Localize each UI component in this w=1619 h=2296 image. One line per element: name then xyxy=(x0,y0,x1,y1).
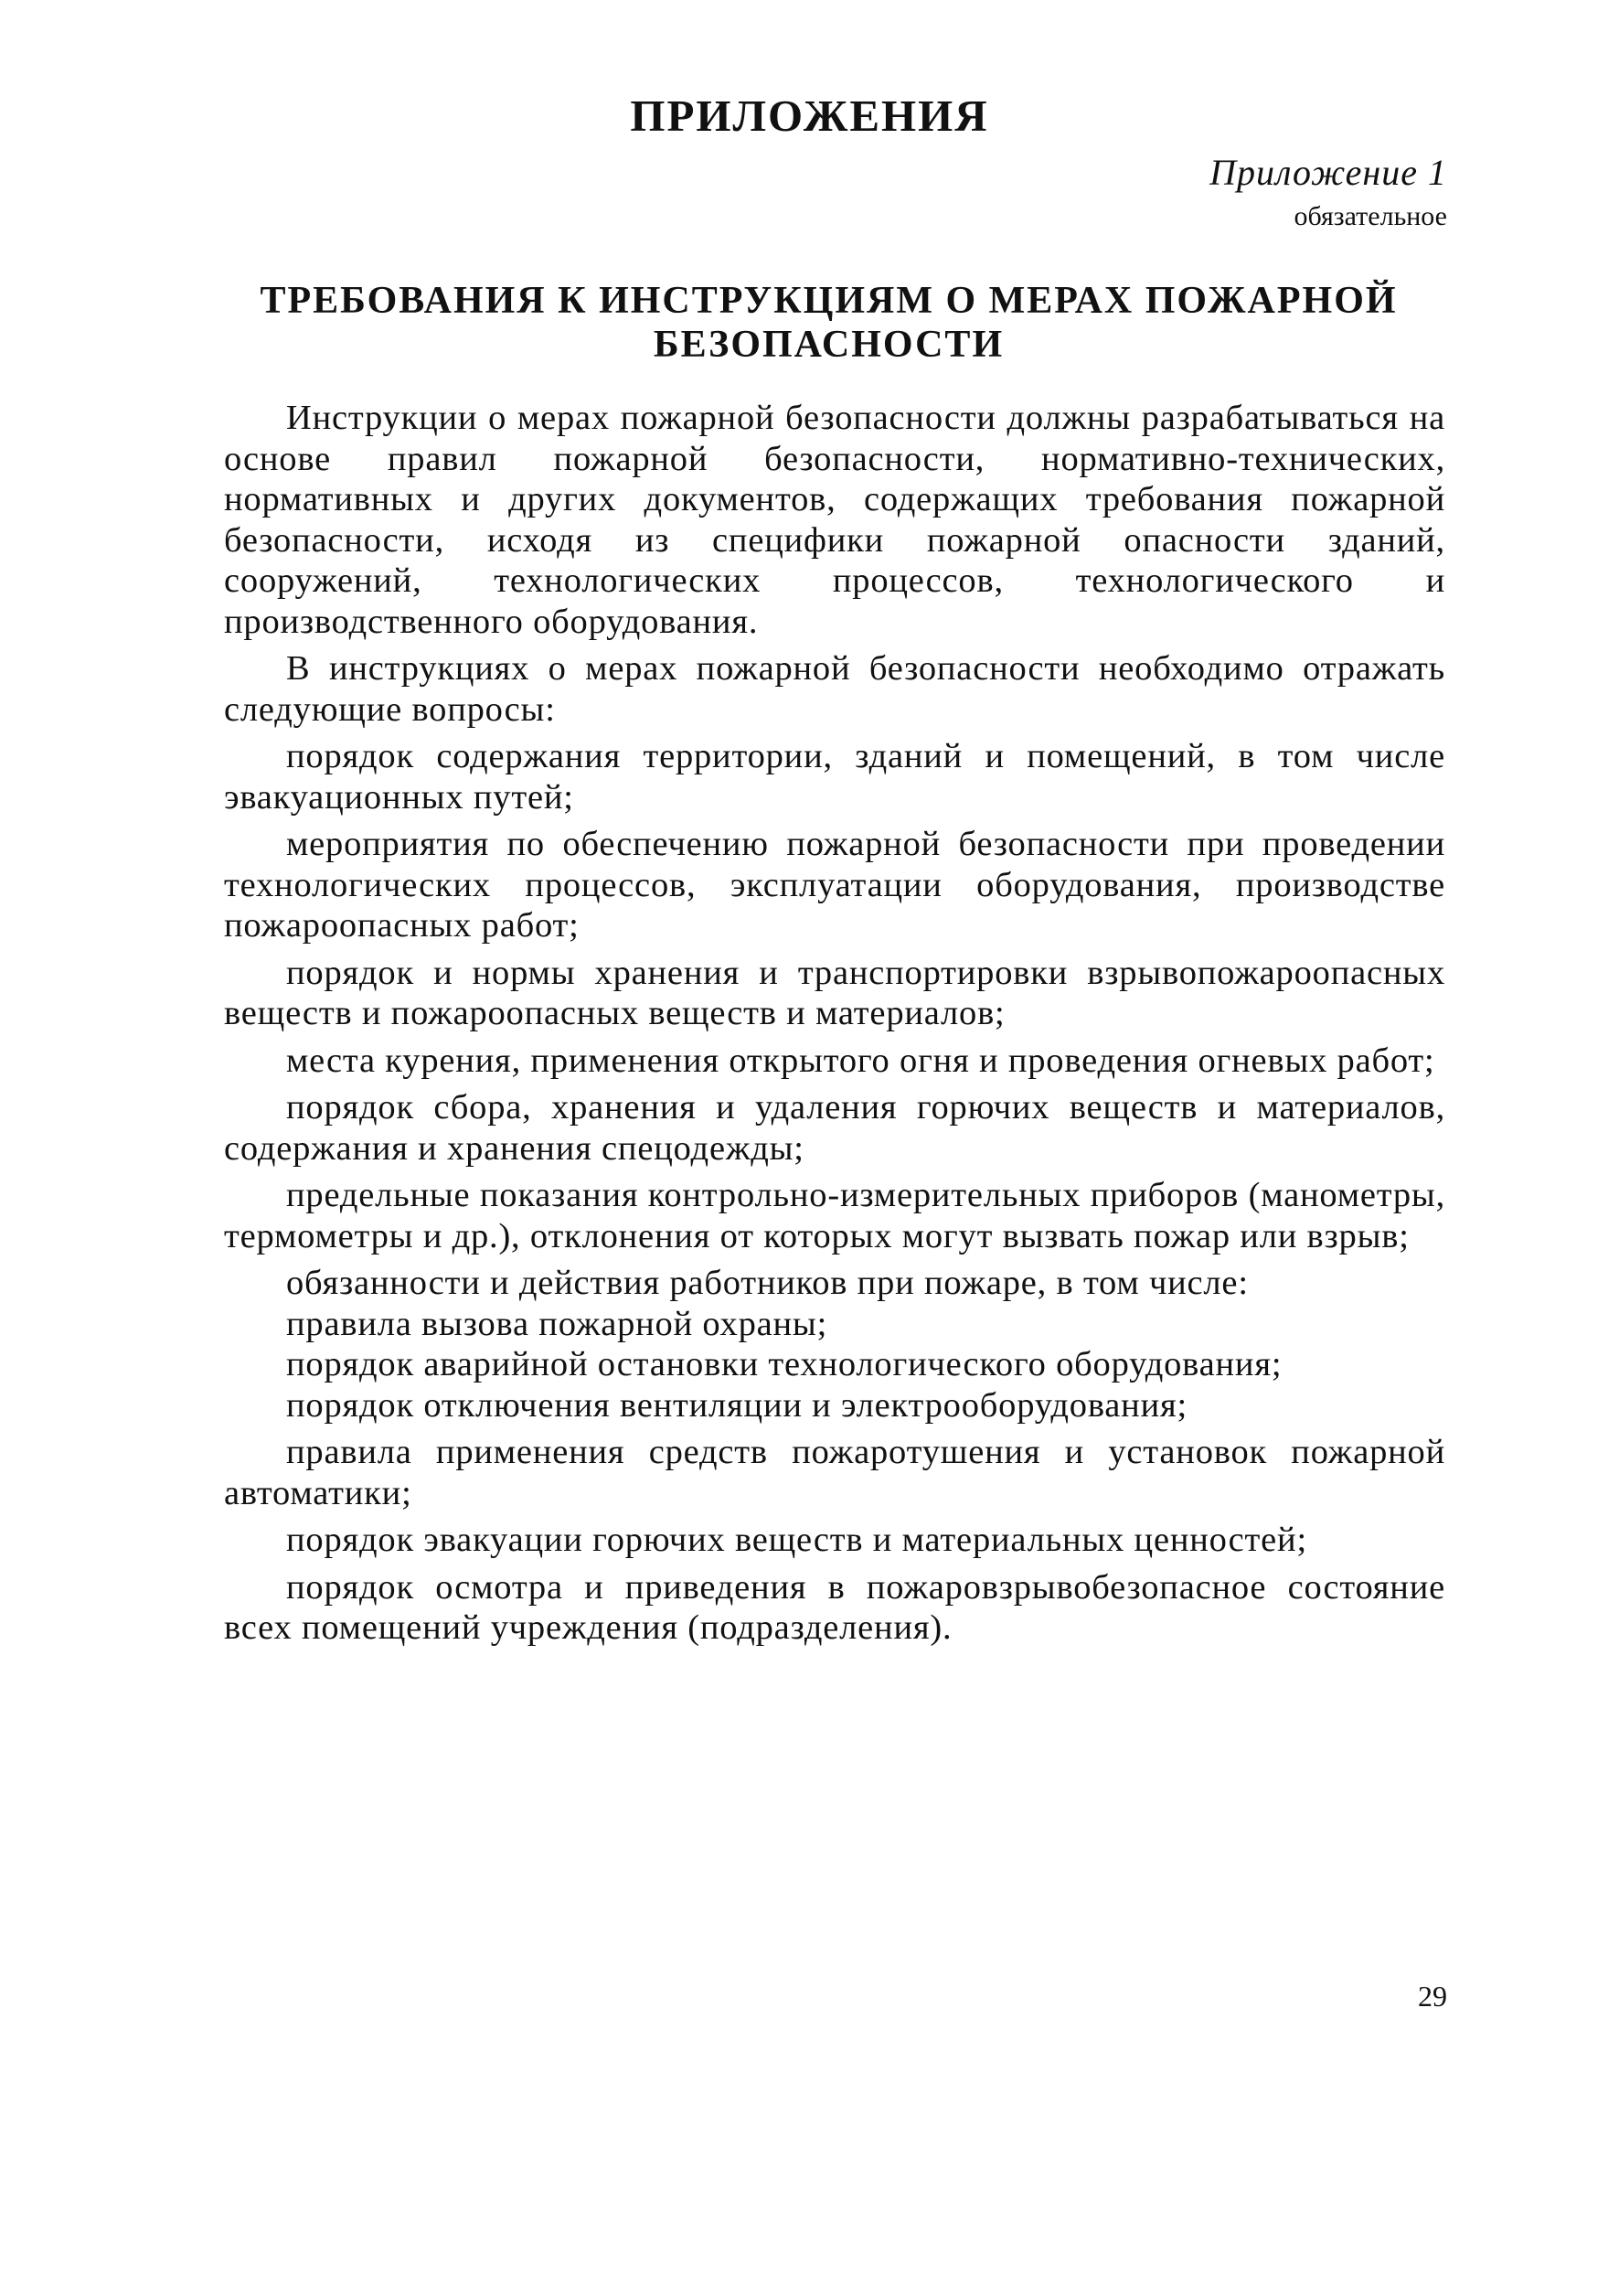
list-item: порядок сбора, хранения и удаления горючих веществ и материалов, содержания и хранения спецодежды; xyxy=(224,1088,1445,1168)
document-title xyxy=(210,279,1447,367)
body-text xyxy=(224,398,1445,1649)
document-title-line-2: БЕЗОПАСНОСТИ xyxy=(653,324,1005,366)
appendix-status: обязательное xyxy=(1294,201,1447,231)
appendix-label: Приложение 1 xyxy=(1209,152,1447,193)
list-item: места курения, применения открытого огня и проведения огневых работ; xyxy=(286,1041,1435,1080)
document-title-line-1: ТРЕБОВАНИЯ К ИНСТРУКЦИЯМ О МЕРАХ ПОЖАРНОЙ xyxy=(260,280,1398,322)
page-number: 29 xyxy=(1418,1980,1447,2013)
list-item: порядок осмотра и приведения в пожаровзрывобезопасное состояние всех помещений учреждения (подразделения). xyxy=(224,1567,1445,1647)
paragraph-requirements: В инструкциях о мерах пожарной безопасности необходимо отражать следующие вопросы: xyxy=(224,649,1445,729)
list-item: правила вызова пожарной охраны; xyxy=(286,1304,828,1343)
list-item: порядок отключения вентиляции и электрооборудования; xyxy=(286,1385,1188,1425)
list-item: порядок аварийной остановки технологического оборудования; xyxy=(286,1345,1283,1383)
list-item: порядок содержания территории, зданий и помещений, в том числе эвакуационных путей; xyxy=(224,737,1445,817)
list-item: обязанности и действия работников при пожаре, в том числе: xyxy=(286,1264,1249,1302)
list-item: порядок эвакуации горючих веществ и материальных ценностей; xyxy=(286,1521,1307,1559)
page-heading: ПРИЛОЖЕНИЯ xyxy=(630,91,989,141)
list-item: правила применения средств пожаротушения и установок пожарной автоматики; xyxy=(224,1433,1445,1512)
paragraph-intro: Инструкции о мерах пожарной безопасности должны разрабатываться на основе правил пожарной безопасности, нормативно-технических, нормативных и других документов, содержащих требования пожарной безопасности, исходя из специфики пожарной опасности зданий, сооружений, технологических процессов, технологического и производственного оборудования. xyxy=(224,399,1445,641)
list-item: порядок и нормы хранения и транспортировки взрывопожароопасных веществ и пожароопасных веществ и материалов; xyxy=(224,953,1445,1032)
list-item: мероприятия по обеспечению пожарной безопасности при проведении технологических процессов, эксплуатации оборудования, производстве пожароопасных работ; xyxy=(224,825,1445,945)
list-item: предельные показания контрольно-измерительных приборов (манометры, термометры и др.), отклонения от которых могут вызвать пожар или взрыв; xyxy=(224,1176,1445,1255)
